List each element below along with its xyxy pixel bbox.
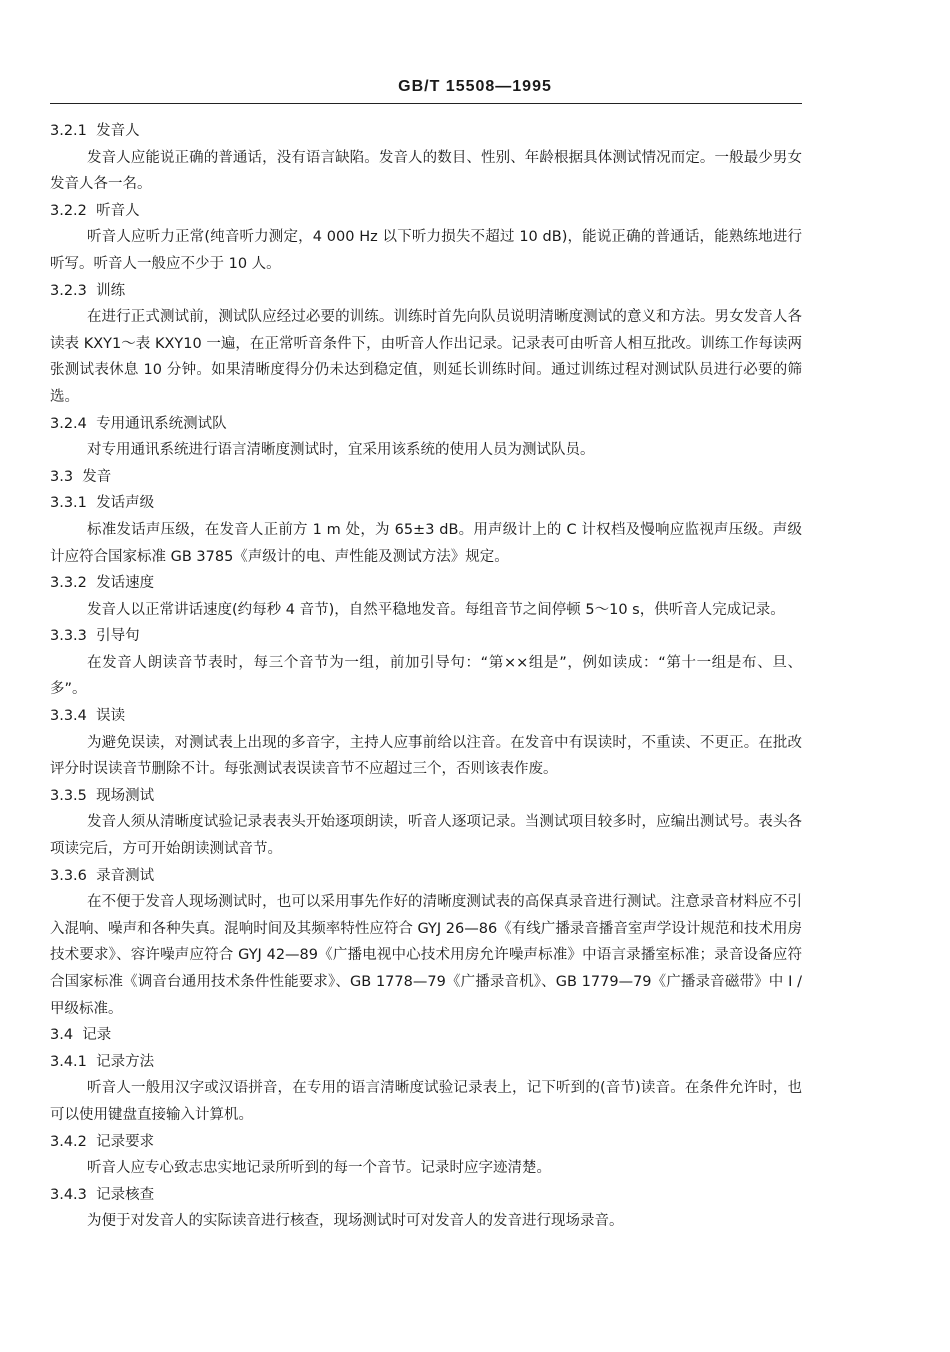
section-heading: 3.2.3 训练	[50, 282, 126, 299]
paragraph: 对专用通讯系统进行语言清晰度测试时，宜采用该系统的使用人员为测试队员。	[87, 442, 595, 459]
paragraph: 在不便于发音人现场测试时，也可以采用事先作好的清晰度测试表的高保真录音进行测试。注意录音材料应不引入混响、噪声和各种失真。混响时间及其频率特性应符合 GYJ 26—86《有线广播录音播音室声学设计规范和技术用房技术要求》、容许噪声应符合 GYJ 42—89《广播电视中心技术用房允许噪声标准》中语言录播室标准；录音设备应符合国家标准《调音台通用技术条件性能要求》、GB 1778—79《广播录音机》、GB 1779—79《广播录音磁带》中 I /甲级标准。	[50, 894, 802, 1017]
section-heading: 3.4.2 记录要求	[50, 1133, 155, 1150]
paragraph: 标准发话声压级，在发音人正前方 1 m 处，为 65±3 dB。用声级计上的 C 计权档及慢响应监视声压级。声级计应符合国家标准 GB 3785《声级计的电、声性能及测试方法》规定。	[50, 521, 802, 565]
section-heading: 3.2.1 发音人	[50, 123, 140, 139]
paragraph: 发音人以正常讲话速度(约每秒 4 音节)，自然平稳地发音。每组音节之间停顿 5～10 s，供听音人完成记录。	[87, 601, 785, 618]
header-rule	[50, 103, 802, 104]
paragraph: 听音人应专心致志忠实地记录所听到的每一个音节。记录时应字迹清楚。	[87, 1160, 551, 1177]
section-heading: 3.3.1 发话声级	[50, 495, 155, 512]
section-heading: 3.2.2 听音人	[50, 202, 140, 219]
paragraph: 为避免误读，对测试表上出现的多音字，主持人应事前给以注音。在发音中有误读时，不重读、不更正。在批改评分时误读音节删除不计。每张测试表误读音节不应超过三个，否则该表作废。	[50, 734, 802, 778]
paragraph: 在进行正式测试前，测试队应经过必要的训练。训练时首先向队员说明清晰度测试的意义和方法。男女发音人各读表 KXY1～表 KXY10 一遍，在正常听音条件下，由听音人作出记录。记录表可由听音人相互批改。训练工作每读两张测试表休息 10 分钟。如果清晰度得分仍未达到稳定值，则延长训练时间。通过训练过程对测试队员进行必要的筛选。	[50, 309, 802, 405]
paragraph: 为便于对发音人的实际读音进行核查，现场测试时可对发音人的发音进行现场录音。	[87, 1213, 624, 1230]
section-heading: 3.3 发音	[50, 468, 112, 485]
paragraph: 发音人须从清晰度试验记录表表头开始逐项朗读，听音人逐项记录。当测试项目较多时，应编出测试号。表头各项读完后，方可开始朗读测试音节。	[50, 814, 802, 858]
section-heading: 3.3.5 现场测试	[50, 787, 155, 804]
section-heading: 3.3.2 发话速度	[50, 575, 155, 592]
paragraph: 听音人应听力正常(纯音听力测定，4 000 Hz 以下听力损失不超过 10 dB)，能说正确的普通话，能熟练地进行听写。听音人一般应不少于 10 人。	[50, 229, 802, 272]
section-heading: 3.4.1 记录方法	[50, 1053, 155, 1070]
document-body	[50, 118, 802, 1235]
paragraph: 发音人应能说正确的普通话，没有语言缺陷。发音人的数目、性别、年龄根据具体测试情况而定。一般最少男女发音人各一名。	[50, 149, 802, 193]
paragraph: 听音人一般用汉字或汉语拼音，在专用的语言清晰度试验记录表上，记下听到的(音节)读音。在条件允许时，也可以使用键盘直接输入计算机。	[50, 1080, 802, 1123]
section-heading: 3.2.4 专用通讯系统测试队	[50, 415, 227, 432]
section-heading: 3.3.3 引导句	[50, 628, 140, 645]
section-heading: 3.3.4 误读	[50, 708, 126, 725]
section-heading: 3.4.3 记录核查	[50, 1186, 155, 1203]
section-heading: 3.3.6 录音测试	[50, 867, 155, 884]
section-heading: 3.4 记录	[50, 1027, 112, 1044]
paragraph: 在发音人朗读音节表时，每三个音节为一组，前加引导句：“第××组是”，例如读成：“第十一组是布、旦、多”。	[50, 654, 802, 698]
document-code-header: GB/T 15508—1995	[398, 78, 552, 95]
